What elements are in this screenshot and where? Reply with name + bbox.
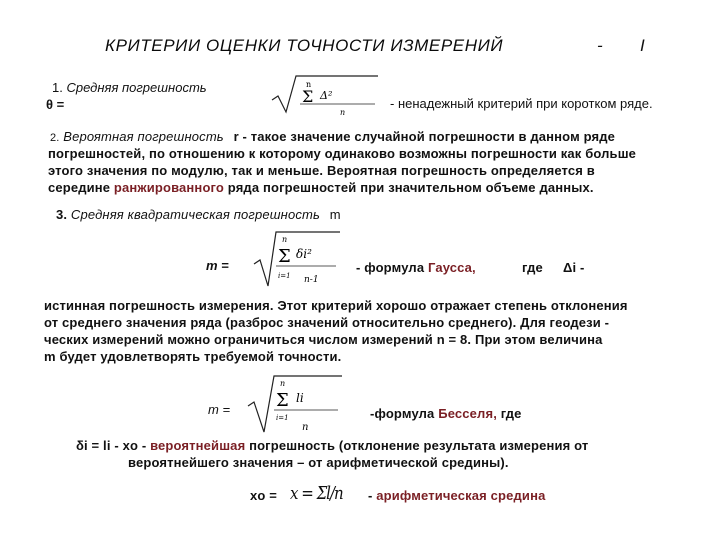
delta-definition-line-2: вероятнейшего значения – от арифметической средины).	[128, 455, 509, 470]
formula-sum-top: n	[306, 80, 312, 89]
svg-text:i=1: i=1	[276, 414, 289, 422]
section-3-line-3: ческих измерений можно ограничиться числом измерений n = 8. При этом величина	[44, 332, 603, 347]
section-3-line-2: от среднего значения ряда (разброс значений относительно среднего). Для геодези -	[44, 315, 610, 330]
formula-sum-top: n	[280, 379, 286, 388]
gauss-formula	[252, 228, 342, 288]
paragraph-text: - такое значение случайной погрешности в данном ряде	[242, 129, 616, 144]
title-roman-numeral: I	[640, 36, 645, 55]
arithmetic-mean-note: - арифметическая средина	[368, 488, 546, 503]
section-1-note: - ненадежный критерий при коротком ряде.	[390, 96, 653, 111]
arithmetic-mean-formula: x = Σl/n	[290, 482, 343, 504]
title-separator: -	[597, 36, 603, 55]
formula-sum-sign: Σ	[276, 390, 289, 411]
delta-definition-line-1: δi = li - xo - вероятнейшая погрешность (отклонение результата измерения от	[76, 438, 589, 453]
highlighted-term: ранжированного	[113, 180, 225, 195]
section-title: Вероятная погрешность	[63, 129, 224, 144]
section-3-heading	[56, 207, 341, 222]
bessel-formula-note: -формула Бесселя, где	[370, 406, 522, 421]
section-title: Средняя погрешность	[66, 80, 207, 95]
section-title: Средняя квадратическая погрешность	[70, 207, 320, 222]
section-2-line-2: погрешностей, по отношению к которому одинаково возможны погрешности как больше	[48, 146, 637, 161]
page-title: КРИТЕРИИ ОЦЕНКИ ТОЧНОСТИ ИЗМЕРЕНИЙ	[105, 36, 504, 55]
formula-sum-sign: Σ	[278, 246, 291, 267]
formula-body: Δ²	[320, 89, 333, 102]
section-1-heading	[52, 80, 207, 95]
section-number: 3.	[56, 207, 68, 222]
section-2-line-4: середине ранжированного ряда погрешностей при значительном объеме данных.	[48, 180, 594, 195]
gauss-formula-lhs: m =	[206, 258, 229, 273]
delta-symbol: Δi -	[563, 260, 585, 275]
m-symbol: m	[329, 207, 341, 222]
section-3-line-4: m будет удовлетворять требуемой точности.	[44, 349, 342, 364]
section-2-line-1	[50, 129, 615, 144]
gauss-name: Гаусса,	[427, 260, 476, 275]
bessel-name: Бесселя,	[438, 406, 497, 421]
formula-body: li	[296, 391, 304, 405]
formula-denominator: n-1	[304, 275, 319, 285]
r-symbol: r	[233, 129, 239, 144]
where-label: где	[522, 260, 543, 275]
xo-lhs: xo =	[250, 488, 277, 503]
section-3-line-1: истинная погрешность измерения. Этот критерий хорошо отражает степень отклонения	[44, 298, 628, 313]
formula-sum-sign: Σ	[302, 87, 314, 106]
formula-denominator: n	[340, 108, 346, 116]
bessel-formula	[246, 372, 346, 436]
average-error-formula	[270, 72, 380, 116]
theta-symbol: θ =	[46, 97, 65, 112]
arithmetic-mean-label: арифметическая средина	[376, 488, 546, 503]
svg-text:i=1: i=1	[278, 272, 291, 280]
formula-denominator: n	[302, 422, 309, 433]
section-2-line-3: этого значения по модулю, так и меньше. Вероятная погрешность определяется в	[48, 163, 595, 178]
section-number: 2.	[50, 132, 60, 144]
section-number: 1.	[52, 80, 63, 95]
formula-body: δi²	[296, 247, 312, 261]
gauss-formula-note: - формула Гаусса,	[356, 260, 476, 275]
formula-sum-top: n	[282, 235, 288, 244]
bessel-formula-lhs: m =	[208, 402, 231, 417]
highlighted-term: вероятнейшая	[150, 438, 246, 453]
